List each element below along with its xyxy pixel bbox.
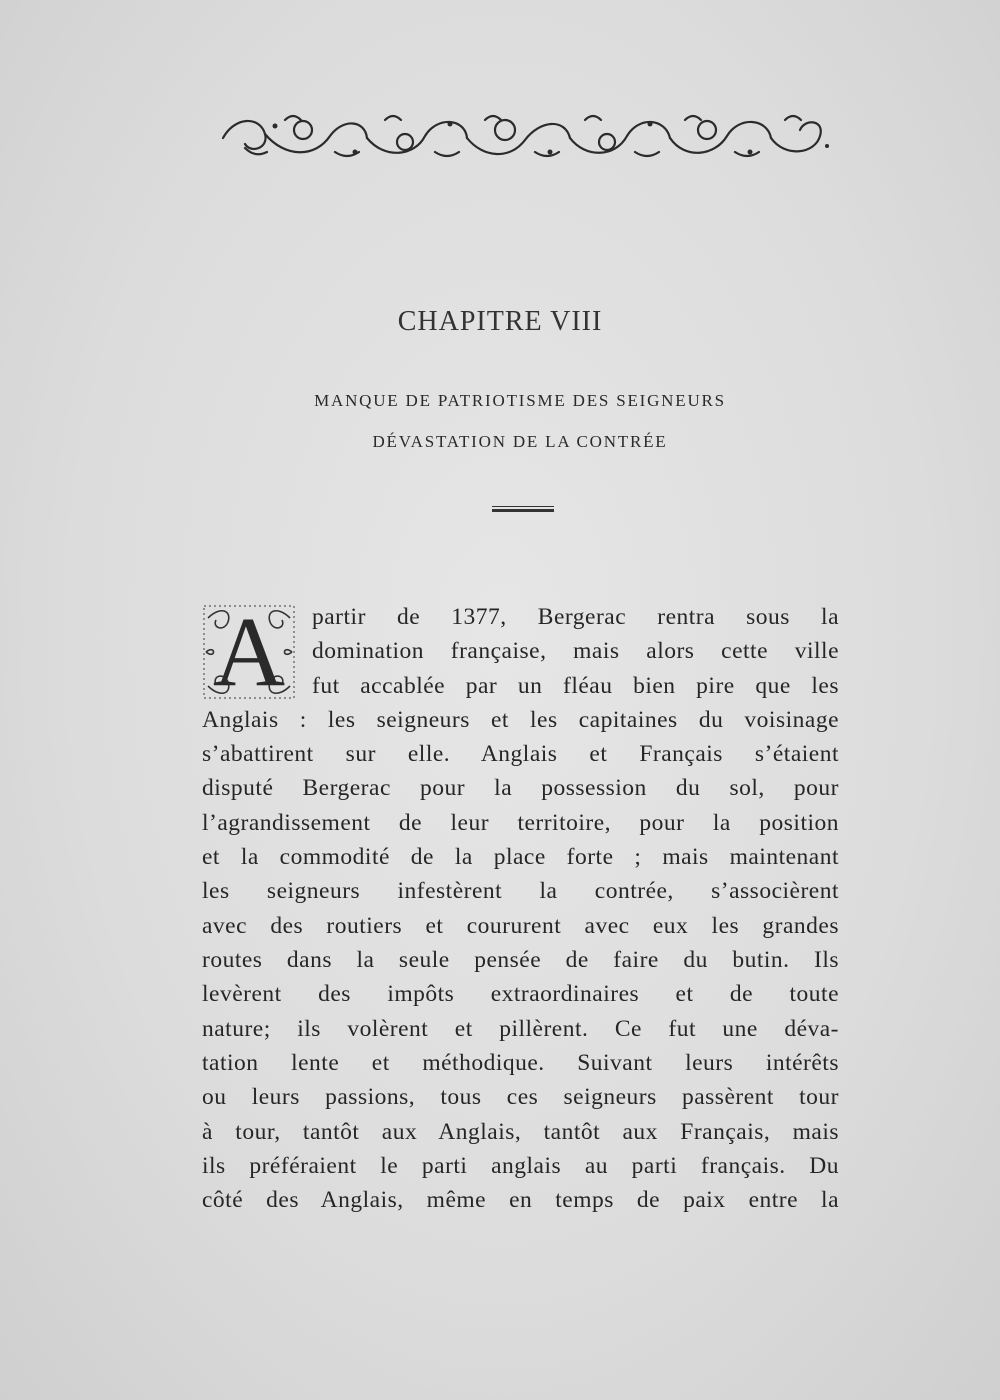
body-text-line: s’abattirent sur elle. Anglais et Français s’étaient xyxy=(202,741,839,767)
chapter-subtitle-line-2: DÉVASTATION DE LA CONTRÉE xyxy=(372,432,668,451)
body-text-line: et la commodité de la place forte ; mais maintenant xyxy=(202,844,839,870)
chapter-subtitle-line-1: MANQUE DE PATRIOTISME DES SEIGNEURS xyxy=(314,391,726,410)
body-text-line: à tour, tantôt aux Anglais, tantôt aux Français, mais xyxy=(202,1119,839,1145)
ornate-drop-cap xyxy=(202,596,296,707)
drop-cap-letter: A xyxy=(212,596,286,707)
body-text-line: Anglais : les seigneurs et les capitaines du voisinage xyxy=(202,707,839,733)
body-text-line: disputé Bergerac pour la possession du sol, pour xyxy=(202,775,839,801)
body-text-line: l’agrandissement de leur territoire, pour la position xyxy=(202,810,839,836)
body-text-line: ou leurs passions, tous ces seigneurs passèrent tour xyxy=(202,1084,839,1110)
body-text-line: domination française, mais alors cette ville xyxy=(312,638,839,664)
body-text-line: côté des Anglais, même en temps de paix entre la xyxy=(202,1187,839,1213)
body-text-line: levèrent des impôts extraordinaires et de toute xyxy=(202,981,839,1007)
body-text-line: routes dans la seule pensée de faire du butin. Ils xyxy=(202,947,839,973)
body-text-line: tation lente et méthodique. Suivant leurs intérêts xyxy=(202,1050,839,1076)
body-text-line: ils préféraient le parti anglais au parti français. Du xyxy=(202,1153,839,1179)
decorative-headpiece-ornament xyxy=(215,108,835,166)
section-divider-rule xyxy=(492,506,554,512)
body-text-line: nature; ils volèrent et pillèrent. Ce fut une déva- xyxy=(202,1016,839,1042)
body-text-line: fut accablée par un fléau bien pire que les xyxy=(312,673,839,699)
chapter-title: CHAPITRE VIII xyxy=(397,306,603,337)
body-text-line: les seigneurs infestèrent la contrée, s’associèrent xyxy=(202,878,839,904)
body-text-line: avec des routiers et coururent avec eux les grandes xyxy=(202,913,839,939)
body-text-line: partir de 1377, Bergerac rentra sous la xyxy=(312,604,839,630)
